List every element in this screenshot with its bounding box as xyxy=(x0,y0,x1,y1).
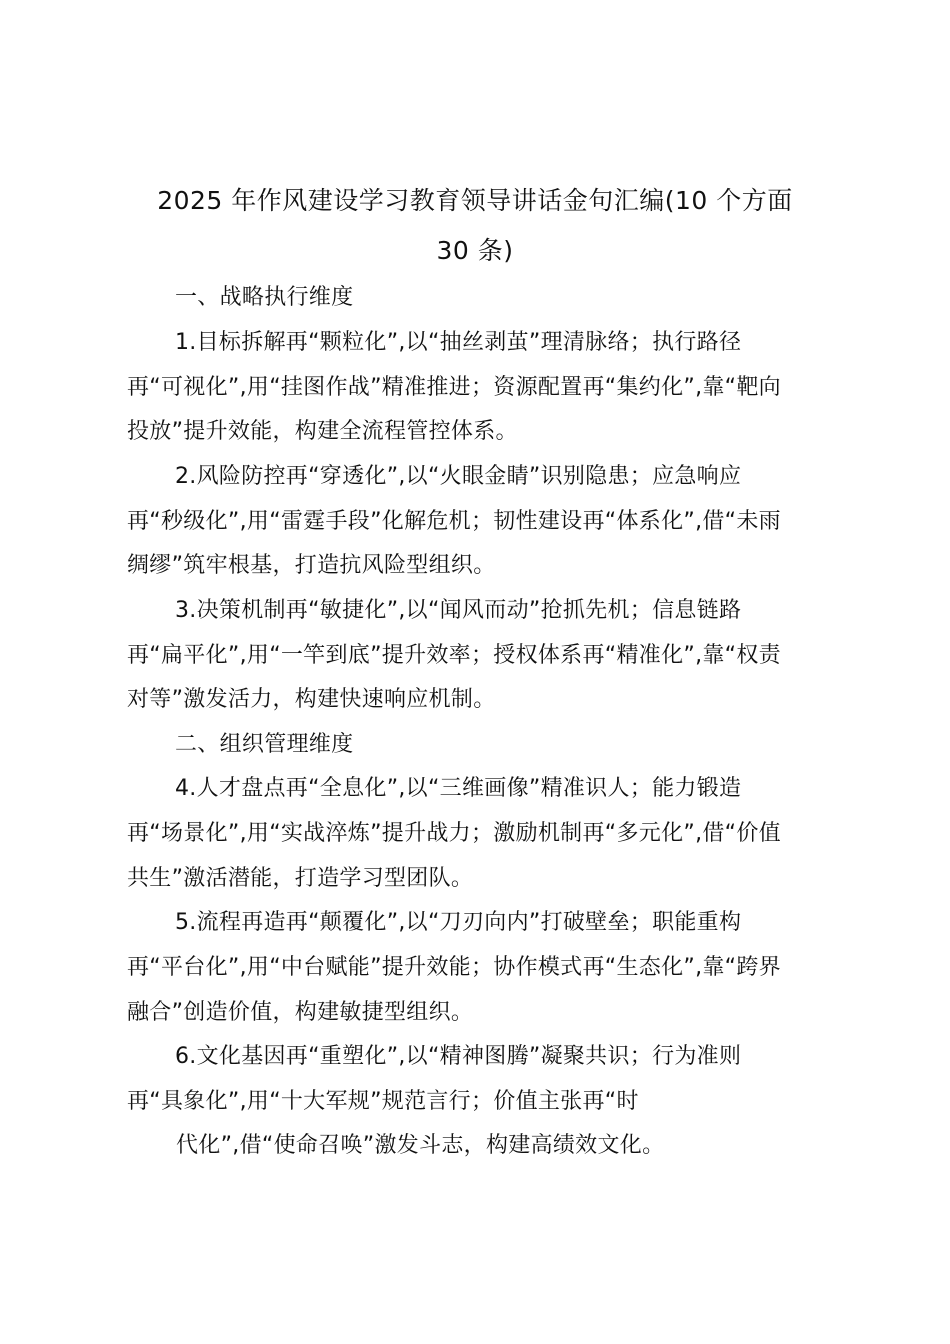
item-5-line-1: 5.流程再造再“颠覆化”,以“刀刃向内”打破壁垒；职能重构 xyxy=(175,910,742,935)
section-heading-2: 二、组织管理维度 xyxy=(175,732,354,757)
item-3-line-2: 再“扁平化”,用“一竿到底”提升效率；授权体系再“精准化”,靠“权责 xyxy=(127,643,781,668)
item-4-line-2: 再“场景化”,用“实战淬炼”提升战力；激励机制再“多元化”,借“价值 xyxy=(127,821,781,846)
item-1-line-2: 再“可视化”,用“挂图作战”精准推进；资源配置再“集约化”,靠“靶向 xyxy=(127,375,781,400)
item-3-line-1: 3.决策机制再“敏捷化”,以“闻风而动”抢抓先机；信息链路 xyxy=(175,598,742,623)
item-2-line-1: 2.风险防控再“穿透化”,以“火眼金睛”识别隐患；应急响应 xyxy=(175,464,742,489)
item-6-line-1: 6.文化基因再“重塑化”,以“精神图腾”凝聚共识；行为准则 xyxy=(175,1044,742,1069)
item-6-line-3: 代化”,借“使命召唤”激发斗志，构建高绩效文化。 xyxy=(176,1133,665,1158)
item-5-line-2: 再“平台化”,用“中台赋能”提升效能；协作模式再“生态化”,靠“跨界 xyxy=(127,955,781,980)
item-6-line-2: 再“具象化”,用“十大军规”规范言行；价值主张再“时 xyxy=(127,1089,639,1114)
title-line-1: 2025 年作风建设学习教育领导讲话金句汇编(10 个方面 xyxy=(157,186,793,215)
item-4-line-1: 4.人才盘点再“全息化”,以“三维画像”精准识人；能力锻造 xyxy=(175,776,742,801)
item-2-line-2: 再“秒级化”,用“雷霆手段”化解危机；韧性建设再“体系化”,借“未雨 xyxy=(127,509,781,534)
item-4-line-3: 共生”激活潜能，打造学习型团队。 xyxy=(127,866,474,891)
item-1-line-3: 投放”提升效能，构建全流程管控体系。 xyxy=(127,419,518,444)
document-title xyxy=(120,176,830,276)
item-5-line-3: 融合”创造价值，构建敏捷型组织。 xyxy=(127,1000,474,1025)
item-2-line-3: 绸缪”筑牢根基，打造抗风险型组织。 xyxy=(127,553,496,578)
section-heading-1: 一、战略执行维度 xyxy=(175,285,354,310)
item-1-line-1: 1.目标拆解再“颗粒化”,以“抽丝剥茧”理清脉络；执行路径 xyxy=(175,330,742,355)
item-3-line-3: 对等”激发活力，构建快速响应机制。 xyxy=(127,687,496,712)
title-line-2: 30 条) xyxy=(436,236,514,265)
